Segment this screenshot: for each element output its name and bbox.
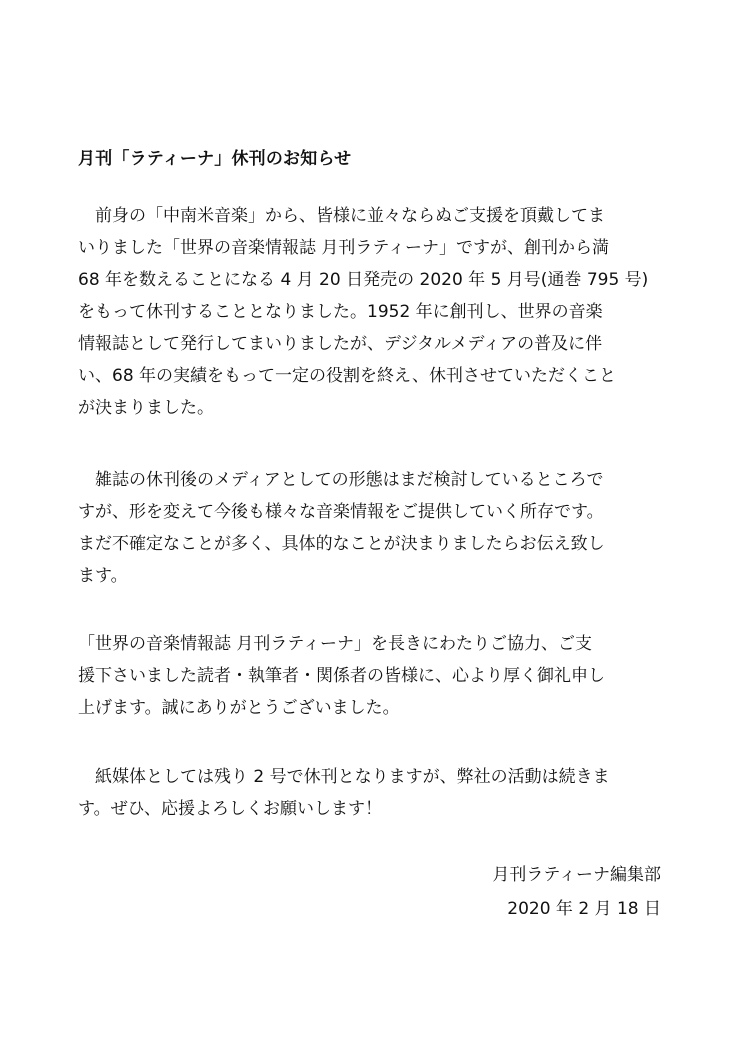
- signature-organization: 月刊ラティーナ編集部: [492, 865, 661, 885]
- paragraph-line: をもって休刊することとなりました。1952 年に創刊し、世界の音楽: [78, 302, 603, 322]
- signature-date: 2020 年 2 月 18 日: [507, 899, 661, 919]
- paragraph-line: す。ぜひ、応援よろしくお願いします！: [78, 799, 382, 819]
- paragraph-line: が決まりました。: [78, 398, 214, 418]
- paragraph-line: い、68 年の実績をもって一定の役割を終え、休刊させていただくこと: [78, 366, 617, 386]
- paragraph-line: 「世界の音楽情報誌 月刊ラティーナ」を長きにわたりご協力、ご支: [78, 634, 593, 654]
- paragraph-line: 68 年を数えることになる 4 月 20 日発売の 2020 年 5 月号(通巻 795 号): [78, 270, 649, 290]
- paragraph-line: まだ不確定なことが多く、具体的なことが決まりましたらお伝え致し: [78, 534, 605, 554]
- paragraph-2: [78, 464, 668, 592]
- paragraph-4: [78, 761, 668, 825]
- paragraph-1: [78, 200, 668, 424]
- paragraph-line: 紙媒体としては残り 2 号で休刊となりますが、弊社の活動は続きま: [78, 767, 610, 787]
- paragraph-line: 援下さいました読者・執筆者・関係者の皆様に、心より厚く御礼申し: [78, 666, 605, 686]
- paragraph-line: 前身の「中南米音楽」から、皆様に並々ならぬご支援を頂戴してま: [78, 206, 605, 226]
- paragraph-line: ます。: [78, 566, 128, 586]
- paragraph-line: すが、形を変えて今後も様々な音楽情報をご提供していく所存です。: [78, 502, 604, 522]
- paragraph-line: 雑誌の休刊後のメディアとしての形態はまだ検討しているところで: [78, 470, 604, 490]
- paragraph-3: [78, 628, 668, 724]
- notice-title: 月刊「ラティーナ」休刊のお知らせ: [78, 149, 352, 169]
- paragraph-line: 情報誌として発行してまいりましたが、デジタルメディアの普及に伴: [78, 334, 603, 354]
- paragraph-line: 上げます。誠にありがとうございました。: [78, 698, 400, 718]
- paragraph-line: いりました「世界の音楽情報誌 月刊ラティーナ」ですが、創刊から満: [78, 238, 610, 258]
